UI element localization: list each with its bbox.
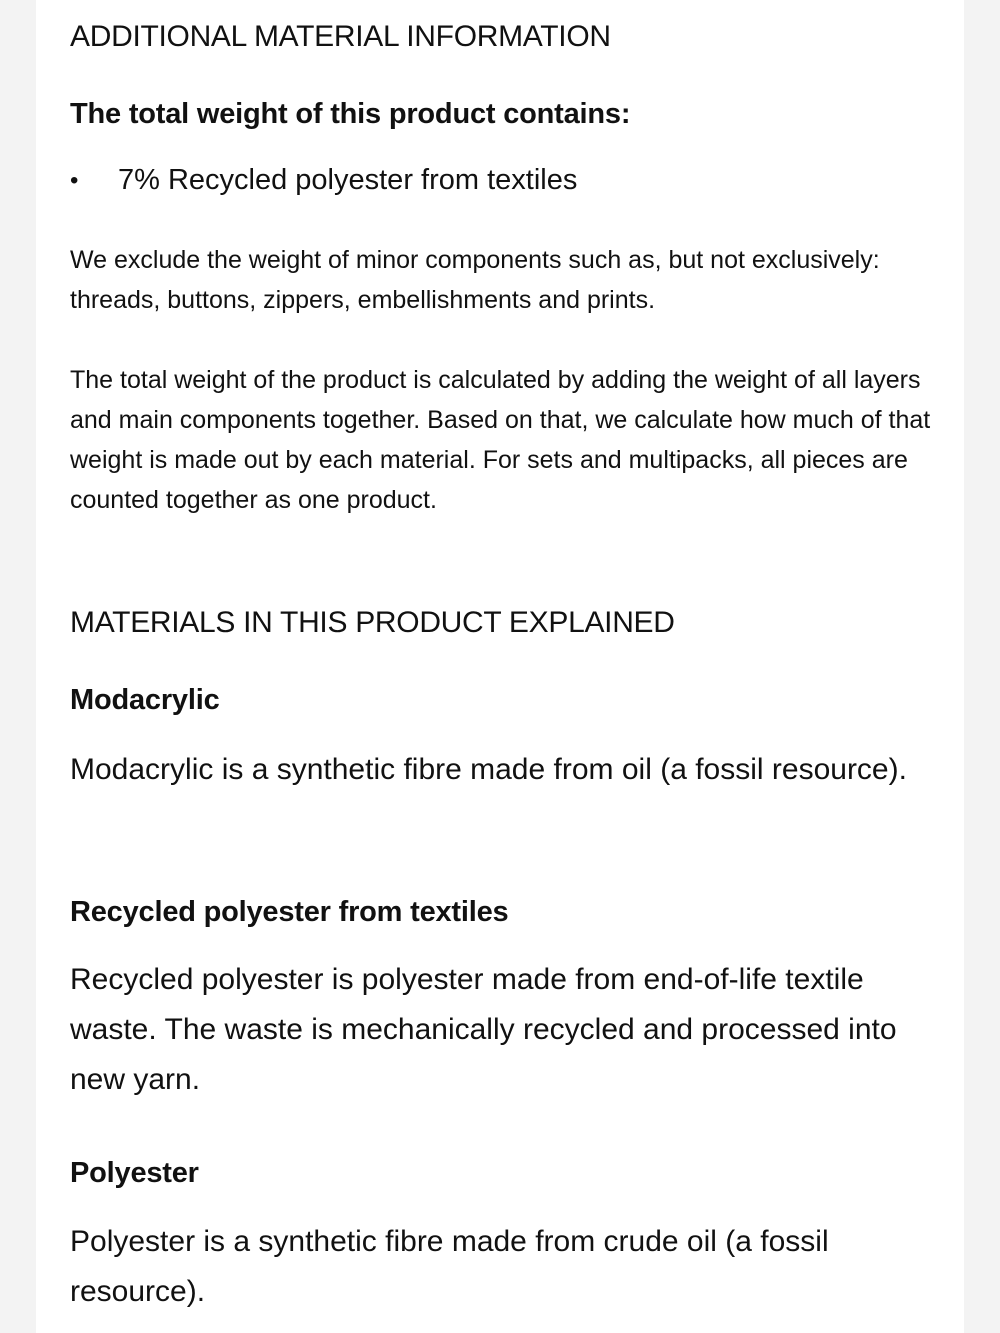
exclusion-note: We exclude the weight of minor components such as, but not exclusively: threads, buttons, zippers, embellishments and prints.	[70, 246, 880, 314]
material-name-recycled-polyester: Recycled polyester from textiles	[70, 896, 509, 928]
additional-material-heading: ADDITIONAL MATERIAL INFORMATION	[70, 20, 611, 53]
composition-item-text: 7% Recycled polyester from textiles	[118, 164, 578, 196]
content-panel	[36, 0, 964, 1333]
material-name-modacrylic: Modacrylic	[70, 684, 220, 716]
materials-explained-heading: MATERIALS IN THIS PRODUCT EXPLAINED	[70, 606, 675, 639]
composition-list-item	[70, 164, 577, 197]
material-description-polyester: Polyester is a synthetic fibre made from crude oil (a fossil resource).	[70, 1225, 829, 1308]
material-name-polyester: Polyester	[70, 1157, 199, 1189]
total-weight-heading: The total weight of this product contains:	[70, 98, 631, 130]
calculation-note: The total weight of the product is calculated by adding the weight of all layers and main components together. Based on that, we calculate how much of that weight is made out by each material. For sets and multipacks, all pieces are counted together as one product.	[70, 366, 931, 514]
bullet-icon: •	[70, 166, 79, 194]
material-description-modacrylic: Modacrylic is a synthetic fibre made from oil (a fossil resource).	[70, 753, 907, 786]
material-description-recycled-polyester: Recycled polyester is polyester made from end-of-life textile waste. The waste is mechanically recycled and processed into new yarn.	[70, 963, 897, 1096]
